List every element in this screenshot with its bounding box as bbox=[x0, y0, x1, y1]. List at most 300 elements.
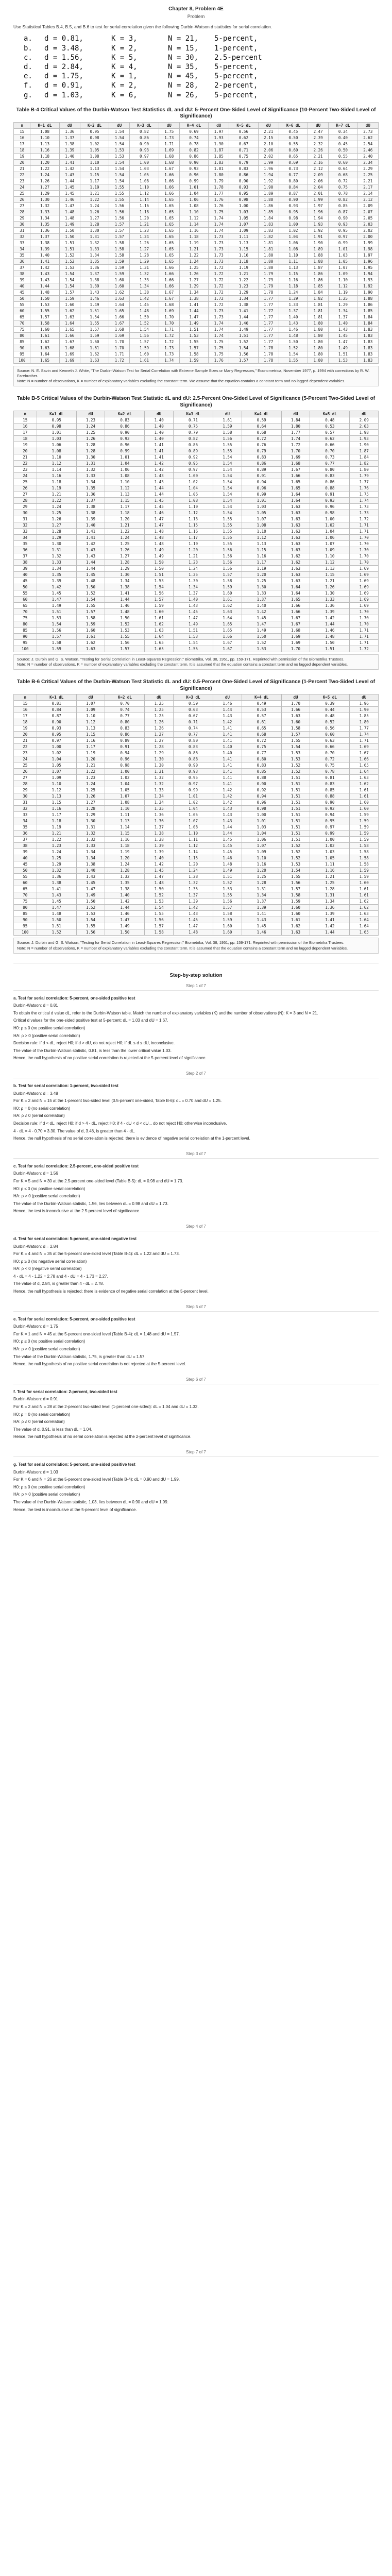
table-cell: 1.29 bbox=[105, 566, 145, 572]
table-cell: 1.04 bbox=[173, 806, 213, 812]
table-cell: 60 bbox=[14, 880, 37, 886]
table-cell: 1.56 bbox=[105, 640, 145, 646]
table-cell: 1.51 bbox=[281, 800, 310, 806]
table-cell: 1.41 bbox=[242, 911, 281, 917]
table-row bbox=[14, 560, 379, 566]
table-cell: 1.69 bbox=[281, 454, 310, 461]
table-cell: 2.73 bbox=[357, 128, 379, 134]
table-cell: 1.66 bbox=[350, 756, 379, 762]
table-cell: 1.49 bbox=[229, 326, 258, 332]
case-label: a. bbox=[24, 35, 32, 43]
table-cell: 36 bbox=[14, 831, 37, 837]
table-cell: 0.75 bbox=[173, 423, 213, 430]
table-cell: 1.44 bbox=[213, 824, 242, 831]
table-cell: 1.61 bbox=[350, 787, 379, 793]
column-header: K=2 dL bbox=[105, 411, 145, 417]
table-row bbox=[14, 289, 379, 295]
table-cell: 1.50 bbox=[145, 886, 173, 892]
table-cell: 1.41 bbox=[179, 301, 208, 308]
column-header: dU bbox=[350, 411, 379, 417]
step-heading: g. Test for serial correlation: 5-percent, one-sided positive test bbox=[13, 1462, 135, 1467]
table-cell: 0.95 bbox=[229, 190, 258, 196]
table-cell: 1.59 bbox=[350, 868, 379, 874]
table-cell: 1.45 bbox=[173, 609, 213, 615]
table-row bbox=[14, 609, 379, 615]
table-cell: 1.20 bbox=[242, 868, 281, 874]
table-cell: 1.34 bbox=[310, 899, 350, 905]
table-cell: 1.41 bbox=[213, 781, 242, 787]
table-cell: 16 bbox=[14, 707, 37, 713]
table-cell: 1.37 bbox=[329, 314, 357, 320]
table-cell: 1.38 bbox=[105, 584, 145, 590]
table-cell: 15 bbox=[14, 701, 37, 707]
table-cell: 1.40 bbox=[145, 855, 173, 861]
table-cell: 1.27 bbox=[145, 738, 173, 744]
step-label: Step 5 of 7 bbox=[186, 1304, 206, 1309]
table-cell: 1.05 bbox=[173, 812, 213, 818]
table-cell: 1.30 bbox=[242, 584, 281, 590]
table-cell: 1.16 bbox=[173, 529, 213, 535]
table-cell: 0.79 bbox=[242, 448, 281, 454]
table-cell: 0.75 bbox=[242, 744, 281, 750]
column-header: K=4 dL bbox=[179, 122, 208, 128]
table-cell: 1.60 bbox=[350, 880, 379, 886]
table-cell: 0.94 bbox=[242, 793, 281, 800]
table-note: Note: N = number of observations, K = number of explanatory variables excluding the constant term. It is assumed that the equation contains a constant term and no lagged dependent variables. bbox=[17, 945, 348, 951]
table-cell: 1.40 bbox=[329, 320, 357, 326]
table-row bbox=[14, 320, 379, 326]
table-cell: 1.80 bbox=[209, 172, 229, 178]
table-cell: 1.50 bbox=[105, 929, 145, 936]
table-cell: 1.18 bbox=[179, 233, 208, 240]
case-label: d. bbox=[24, 63, 32, 72]
table-cell: 1.96 bbox=[308, 209, 329, 215]
table-row bbox=[14, 868, 379, 874]
table-cell: 1.92 bbox=[258, 178, 279, 184]
table-row bbox=[14, 314, 379, 320]
table-cell: 1.33 bbox=[242, 590, 281, 597]
table-cell: 1.72 bbox=[159, 338, 179, 345]
table-cell: 1.34 bbox=[242, 892, 281, 899]
table-cell: 1.33 bbox=[310, 597, 350, 603]
table-cell: 1.41 bbox=[145, 454, 173, 461]
table-cell: 1.70 bbox=[159, 314, 179, 320]
table-cell: 1.45 bbox=[145, 868, 173, 874]
table-cell: 37 bbox=[14, 837, 37, 843]
table-row bbox=[14, 566, 379, 572]
table-cell: 1.66 bbox=[159, 277, 179, 283]
table-cell: 1.34 bbox=[329, 308, 357, 314]
table-cell: 60 bbox=[14, 597, 37, 603]
table-cell: 1.97 bbox=[357, 252, 379, 258]
table-cell: 1.63 bbox=[80, 357, 109, 363]
table-cell: 1.47 bbox=[179, 314, 208, 320]
table-cell: 1.55 bbox=[279, 357, 308, 363]
table-cell: 0.86 bbox=[242, 461, 281, 467]
table-cell: 1.67 bbox=[213, 640, 242, 646]
table-cell: 1.12 bbox=[173, 843, 213, 849]
table-cell: 1.54 bbox=[279, 351, 308, 357]
table-cell: 1.50 bbox=[145, 566, 173, 572]
table-cell: 1.45 bbox=[173, 917, 213, 923]
table-cell: 32 bbox=[14, 522, 37, 529]
table-cell: 1.56 bbox=[213, 553, 242, 560]
table-cell: 0.74 bbox=[173, 725, 213, 732]
table-cell: 1.43 bbox=[213, 806, 242, 812]
table-cell: 1.29 bbox=[229, 289, 258, 295]
table-cell: 1.59 bbox=[213, 423, 242, 430]
table-cell: 1.84 bbox=[308, 289, 329, 295]
table-cell: 1.42 bbox=[242, 609, 281, 615]
table-header-row bbox=[14, 122, 379, 128]
table-cell: 1.07 bbox=[242, 843, 281, 849]
table-cell: 1.86 bbox=[308, 277, 329, 283]
table-row bbox=[14, 812, 379, 818]
table-cell: 1.28 bbox=[105, 868, 145, 874]
table-cell: 0.77 bbox=[173, 732, 213, 738]
table-cell: 1.47 bbox=[145, 522, 173, 529]
table-cell: 1.01 bbox=[179, 184, 208, 190]
table-cell: 1.59 bbox=[350, 812, 379, 818]
table-cell: 1.38 bbox=[229, 301, 258, 308]
steps-section bbox=[13, 984, 379, 1517]
table-cell: 0.95 bbox=[329, 227, 357, 233]
table-cell: 1.39 bbox=[145, 843, 173, 849]
table-cell: 1.70 bbox=[350, 609, 379, 615]
table-cell: 1.07 bbox=[242, 516, 281, 522]
table-cell: 1.74 bbox=[209, 326, 229, 332]
table-cell: 1.39 bbox=[310, 609, 350, 615]
table-cell: 22 bbox=[14, 744, 37, 750]
table-cell: 1.66 bbox=[159, 190, 179, 196]
table-cell: 1.58 bbox=[109, 246, 130, 252]
table-cell: 1.62 bbox=[76, 640, 105, 646]
table-cell: 20 bbox=[14, 732, 37, 738]
table-cell: 1.67 bbox=[281, 621, 310, 628]
table-row bbox=[14, 806, 379, 812]
table-cell: 1.05 bbox=[130, 172, 159, 178]
table-cell: 1.56 bbox=[76, 929, 105, 936]
table-cell: 1.63 bbox=[59, 314, 80, 320]
table-cell: 1.59 bbox=[109, 264, 130, 270]
table-cell: 2.09 bbox=[308, 172, 329, 178]
table-cell: 1.08 bbox=[279, 246, 308, 252]
table-cell: 1.15 bbox=[76, 732, 105, 738]
table-cell: 1.51 bbox=[173, 628, 213, 634]
table-cell: 1.10 bbox=[80, 159, 109, 165]
table-cell: 1.29 bbox=[145, 750, 173, 756]
table-cell: 1.62 bbox=[80, 351, 109, 357]
table-cell: 1.25 bbox=[242, 874, 281, 880]
table-cell: 1.90 bbox=[350, 707, 379, 713]
table-cell: 1.34 bbox=[229, 295, 258, 301]
table-cell: 38 bbox=[14, 843, 37, 849]
table-cell: 1.53 bbox=[30, 301, 59, 308]
table-cell: 1.40 bbox=[59, 153, 80, 159]
table-cell: 1.50 bbox=[105, 615, 145, 621]
table-cell: 1.55 bbox=[213, 541, 242, 547]
table-cell: 0.60 bbox=[279, 147, 308, 153]
table-cell: 1.54 bbox=[109, 159, 130, 165]
table-row bbox=[14, 498, 379, 504]
table-cell: 1.69 bbox=[350, 584, 379, 590]
case-row bbox=[24, 72, 379, 81]
table-cell: 1.76 bbox=[209, 202, 229, 209]
table-cell: 0.97 bbox=[329, 233, 357, 240]
table-cell: 0.67 bbox=[173, 713, 213, 719]
table-cell: 1.10 bbox=[329, 277, 357, 283]
table-cell: 0.85 bbox=[329, 202, 357, 209]
table-cell: 1.04 bbox=[173, 485, 213, 492]
column-header: dU bbox=[213, 411, 242, 417]
table-cell: 1.09 bbox=[37, 775, 76, 781]
table-cell: 60 bbox=[14, 308, 30, 314]
table-cell: 1.80 bbox=[308, 326, 329, 332]
table-cell: 15 bbox=[14, 417, 37, 423]
table-cell: 1.42 bbox=[145, 861, 173, 868]
table-cell: 1.04 bbox=[105, 461, 145, 467]
table-cell: 1.01 bbox=[173, 793, 213, 800]
table-cell: 1.55 bbox=[281, 738, 310, 744]
table-cell: 1.25 bbox=[145, 707, 173, 713]
table-cell: 1.80 bbox=[308, 338, 329, 345]
table-cell: 1.87 bbox=[308, 264, 329, 270]
table-cell: 1.05 bbox=[80, 147, 109, 153]
table-cell: 1.41 bbox=[105, 590, 145, 597]
table-cell: 1.79 bbox=[258, 270, 279, 277]
table-cell: 1.08 bbox=[242, 522, 281, 529]
table-cell: 1.02 bbox=[279, 227, 308, 233]
table-cell: 70 bbox=[14, 609, 37, 615]
table-cell: 0.95 bbox=[37, 417, 76, 423]
table-cell: 1.43 bbox=[30, 270, 59, 277]
table-cell: 1.73 bbox=[209, 258, 229, 264]
table-row bbox=[14, 277, 379, 283]
table-cell: 1.05 bbox=[242, 510, 281, 516]
table-cell: 2.47 bbox=[308, 128, 329, 134]
step-line: HA: ρ ≠ 0 (serial correlation) bbox=[13, 1113, 65, 1118]
case-k: K = 2, bbox=[111, 44, 138, 53]
table-cell: 1.00 bbox=[130, 159, 159, 165]
table-cell: 1.19 bbox=[37, 485, 76, 492]
table-cell: 1.15 bbox=[105, 831, 145, 837]
table-cell: 1.54 bbox=[109, 178, 130, 184]
table-cell: 1.51 bbox=[179, 326, 208, 332]
problem-cases bbox=[24, 34, 379, 99]
table-cell: 1.32 bbox=[105, 874, 145, 880]
table-cell: 1.06 bbox=[37, 442, 76, 448]
table-cell: 1.80 bbox=[258, 258, 279, 264]
table-row bbox=[14, 442, 379, 448]
table-cell: 0.95 bbox=[279, 209, 308, 215]
table-cell: 1.69 bbox=[350, 597, 379, 603]
table-cell: 1.28 bbox=[105, 560, 145, 566]
table-cell: 1.63 bbox=[145, 628, 173, 634]
table-cell: 2.32 bbox=[308, 141, 329, 147]
table-cell: 1.10 bbox=[310, 553, 350, 560]
step-label: Step 4 of 7 bbox=[186, 1224, 206, 1229]
problem-heading: Problem bbox=[187, 14, 205, 19]
case-alpha: 5-percent, bbox=[214, 91, 258, 99]
table-cell: 35 bbox=[14, 252, 30, 258]
column-header: dU bbox=[308, 122, 329, 128]
table-cell: 1.30 bbox=[30, 196, 59, 202]
table-cell: 1.68 bbox=[281, 461, 310, 467]
table-cell: 0.93 bbox=[229, 184, 258, 190]
step-line: H0: ρ ≥ 0 (no negative serial correlation) bbox=[13, 1259, 87, 1264]
table-cell: 1.49 bbox=[105, 923, 145, 929]
table-cell: 1.77 bbox=[258, 338, 279, 345]
table-cell: 1.12 bbox=[130, 190, 159, 196]
table-cell: 1.30 bbox=[76, 454, 105, 461]
table-cell: 1.45 bbox=[213, 849, 242, 855]
table-cell: 0.88 bbox=[310, 793, 350, 800]
table-cell: 1.01 bbox=[37, 430, 76, 436]
table-cell: 1.49 bbox=[242, 628, 281, 634]
table-cell: 31 bbox=[14, 800, 37, 806]
table-cell: 1.20 bbox=[30, 159, 59, 165]
table-cell: 1.36 bbox=[310, 603, 350, 609]
table-row bbox=[14, 824, 379, 831]
table-cell: 0.80 bbox=[105, 719, 145, 725]
table-cell: 1.17 bbox=[105, 504, 145, 510]
table-cell: 1.92 bbox=[357, 283, 379, 289]
table-cell: 0.62 bbox=[229, 134, 258, 141]
table-cell: 1.49 bbox=[145, 553, 173, 560]
table-cell: 1.51 bbox=[229, 332, 258, 338]
table-cell: 1.15 bbox=[173, 522, 213, 529]
table-cell: 1.66 bbox=[159, 270, 179, 277]
table-cell: 1.81 bbox=[308, 314, 329, 320]
table-cell: 31 bbox=[14, 227, 30, 233]
table-cell: 0.93 bbox=[105, 436, 145, 442]
column-header: dU bbox=[76, 694, 105, 701]
column-header: dU bbox=[350, 694, 379, 701]
table-cell: 1.57 bbox=[229, 357, 258, 363]
table-cell: 1.03 bbox=[329, 252, 357, 258]
table-cell: 0.90 bbox=[130, 141, 159, 147]
table-cell: 1.29 bbox=[329, 301, 357, 308]
step-line: For K = 4 and N = 35 at the 5-percent one-sided level (Table B-4): dL = 1.22 and dU = 1.73. bbox=[13, 1251, 180, 1257]
table-cell: 1.78 bbox=[258, 357, 279, 363]
table-cell: 1.33 bbox=[30, 209, 59, 215]
step-line: The value of the Durbin-Watson statistic, 0.81, is less than the lower critical value 1.03. bbox=[13, 1048, 172, 1053]
table-cell: 1.33 bbox=[279, 301, 308, 308]
table-cell: 1.29 bbox=[76, 812, 105, 818]
case-k: K = 5, bbox=[111, 53, 138, 62]
table-cell: 0.86 bbox=[179, 153, 208, 159]
table-cell: 1.57 bbox=[105, 646, 145, 652]
table-cell: 1.77 bbox=[258, 295, 279, 301]
table-cell: 1.61 bbox=[213, 597, 242, 603]
table-cell: 1.25 bbox=[76, 787, 105, 793]
table-cell: 2.25 bbox=[357, 172, 379, 178]
table-cell: 1.39 bbox=[30, 246, 59, 252]
table-cell: 1.41 bbox=[229, 308, 258, 314]
table-note: Source: N. E. Savin and Kenneth J. White, "The Durbin-Watson Test for Serial Correlation with Extreme Sample Sizes or Many Regressors," Econometrica, November 1977, p. 1994 with corrections by R. W. Farebrother. bbox=[17, 368, 370, 378]
table-cell: 1.01 bbox=[105, 454, 145, 461]
table-cell: 1.67 bbox=[159, 289, 179, 295]
table-cell: 1.61 bbox=[350, 793, 379, 800]
table-cell: 1.55 bbox=[213, 892, 242, 899]
table-cell: 1.35 bbox=[145, 806, 173, 812]
case-alpha: 5-percent, bbox=[214, 63, 258, 72]
table-cell: 31 bbox=[14, 516, 37, 522]
table-cell: 1.35 bbox=[173, 886, 213, 892]
column-header: dU bbox=[258, 122, 279, 128]
table-cell: 0.60 bbox=[329, 159, 357, 165]
table-cell: 35 bbox=[14, 541, 37, 547]
table-cell: 1.57 bbox=[145, 597, 173, 603]
table-cell: 0.80 bbox=[310, 467, 350, 473]
table-cell: 1.48 bbox=[213, 861, 242, 868]
table-cell: 1.12 bbox=[173, 510, 213, 516]
table-cell: 1.28 bbox=[145, 744, 173, 750]
table-cell: 1.70 bbox=[109, 345, 130, 351]
table-cell: 0.77 bbox=[279, 172, 308, 178]
table-cell: 2.12 bbox=[308, 165, 329, 172]
table-cell: 1.45 bbox=[130, 301, 159, 308]
table-cell: 1.47 bbox=[105, 917, 145, 923]
table-cell: 95 bbox=[14, 923, 37, 929]
table-cell: 0.80 bbox=[242, 756, 281, 762]
table-cell: 0.96 bbox=[105, 756, 145, 762]
table-cell: 1.66 bbox=[213, 634, 242, 640]
table-cell: 1.80 bbox=[350, 467, 379, 473]
table-cell: 1.60 bbox=[145, 609, 173, 615]
table-cell: 50 bbox=[14, 584, 37, 590]
table-cell: 1.43 bbox=[76, 553, 105, 560]
table-row bbox=[14, 886, 379, 892]
table-cell: 1.64 bbox=[281, 492, 310, 498]
table-cell: 1.14 bbox=[173, 849, 213, 855]
column-header: K=6 dL bbox=[279, 122, 308, 128]
table-row bbox=[14, 209, 379, 215]
table-cell: 1.58 bbox=[213, 578, 242, 584]
table-cell: 100 bbox=[14, 646, 37, 652]
table-row bbox=[14, 264, 379, 270]
table-cell: 1.69 bbox=[350, 572, 379, 578]
table-cell: 1.54 bbox=[80, 314, 109, 320]
step-line: HA: ρ ≠ 0 (serial correlation) bbox=[13, 1419, 65, 1425]
table-cell: 1.85 bbox=[258, 209, 279, 215]
table-cell: 1.60 bbox=[213, 929, 242, 936]
table-cell: 1.83 bbox=[357, 338, 379, 345]
table-cell: 1.44 bbox=[179, 308, 208, 314]
table-row bbox=[14, 781, 379, 787]
table-cell: 1.72 bbox=[209, 277, 229, 283]
table-cell: 1.67 bbox=[59, 338, 80, 345]
table-cell: 1.26 bbox=[76, 436, 105, 442]
table-cell: 2.40 bbox=[357, 153, 379, 159]
table-cell: 1.10 bbox=[37, 781, 76, 787]
table-cell: 0.74 bbox=[179, 134, 208, 141]
table-cell: 1.83 bbox=[258, 227, 279, 233]
solution-step bbox=[13, 1384, 379, 1445]
table-cell: 1.16 bbox=[37, 806, 76, 812]
column-header: K=7 dL bbox=[329, 122, 357, 128]
table-cell: 1.05 bbox=[310, 855, 350, 861]
table-cell: 1.34 bbox=[179, 289, 208, 295]
table-cell: 1.69 bbox=[281, 634, 310, 640]
table-cell: 1.82 bbox=[258, 233, 279, 240]
table-cell: 1.86 bbox=[308, 270, 329, 277]
table-cell: 1.38 bbox=[179, 295, 208, 301]
table-cell: 1.51 bbox=[329, 351, 357, 357]
table-cell: 1.80 bbox=[308, 345, 329, 351]
column-header: dU bbox=[281, 411, 310, 417]
table-cell: 1.54 bbox=[145, 584, 173, 590]
